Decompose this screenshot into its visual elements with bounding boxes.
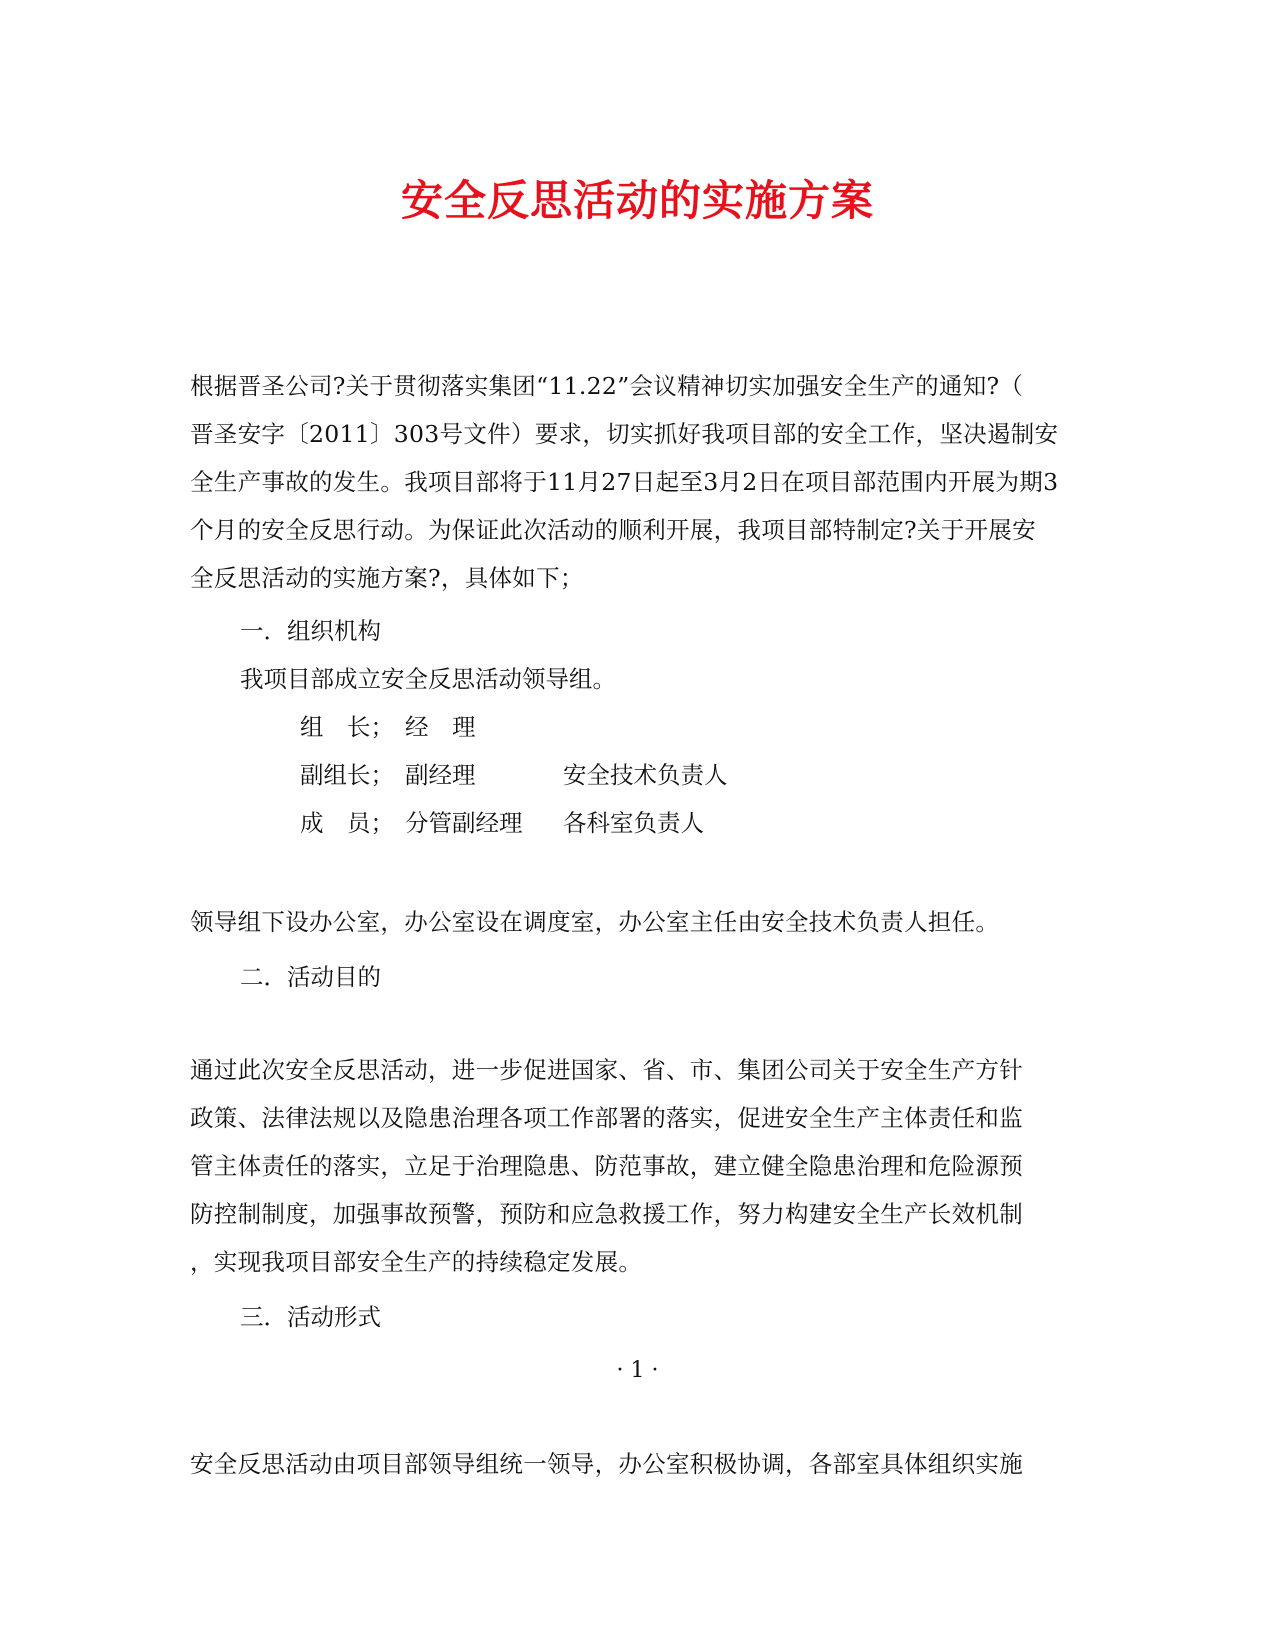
section2-line-4: 防控制制度，加强事故预警，预防和应急救援工作，努力构建安全生产长效机制	[190, 1200, 1023, 1228]
section2-line-3: 管主体责任的落实，立足于治理隐患、防范事故，建立健全隐患治理和危险源预	[190, 1152, 1023, 1180]
office-line: 领导组下设办公室，办公室设在调度室，办公室主任由安全技术负责人担任。	[190, 908, 1000, 936]
member-note: 安全技术负责人	[563, 761, 728, 789]
member-note: 各科室负责人	[563, 809, 704, 837]
intro-line-2: 晋圣安字〔2011〕303号文件）要求，切实抓好我项目部的安全工作，坚决遏制安	[190, 420, 1059, 448]
member-title: 副经理	[405, 761, 476, 789]
section1-text: 我项目部成立安全反思活动领导组。	[240, 665, 616, 693]
section2-heading: 二．活动目的	[240, 963, 381, 991]
member-role: 成 员；	[300, 809, 394, 837]
section2-line-1: 通过此次安全反思活动，进一步促进国家、省、市、集团公司关于安全生产方针	[190, 1056, 1023, 1084]
next-page-line: 安全反思活动由项目部领导组统一领导，办公室积极协调，各部室具体组织实施	[190, 1450, 1023, 1478]
member-title: 分管副经理	[405, 809, 523, 837]
document-title: 安全反思活动的实施方案	[400, 176, 874, 225]
member-title: 经 理	[405, 713, 476, 741]
section3-heading: 三．活动形式	[240, 1303, 381, 1331]
intro-line-4: 个月的安全反思行动。为保证此次活动的顺利开展，我项目部特制定?关于开展安	[190, 516, 1036, 544]
intro-line-5: 全反思活动的实施方案?，具体如下；	[190, 564, 584, 592]
intro-line-3: 全生产事故的发生。我项目部将于11月27日起至3月2日在项目部范围内开展为期3	[190, 468, 1059, 496]
section2-line-2: 政策、法律法规以及隐患治理各项工作部署的落实，促进安全生产主体责任和监	[190, 1104, 1023, 1132]
section1-heading: 一．组织机构	[240, 617, 381, 645]
section2-line-5: ，实现我项目部安全生产的持续稳定发展。	[190, 1248, 643, 1276]
page-number: · 1 ·	[616, 1358, 659, 1383]
member-role: 组 长；	[300, 713, 394, 741]
member-role: 副组长；	[300, 761, 394, 789]
intro-line-1: 根据晋圣公司?关于贯彻落实集团“11.22”会议精神切实加强安全生产的通知?（	[190, 372, 1024, 400]
